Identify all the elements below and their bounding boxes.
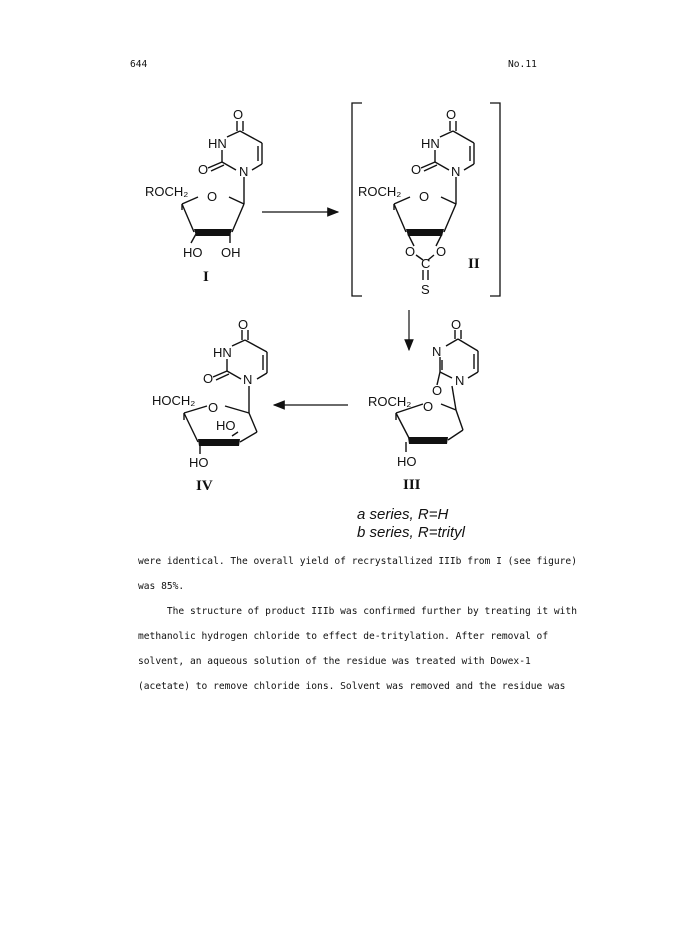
- roch2-label: ROCH₂: [358, 184, 402, 199]
- issue-number: No.11: [508, 59, 537, 70]
- compound-i-structure: [145, 107, 262, 285]
- compound-label-iii: III: [403, 477, 421, 493]
- compound-iv-structure: [152, 317, 267, 494]
- oxygen-label: O: [436, 244, 447, 259]
- oxygen-label: O: [451, 317, 462, 332]
- compound-label-i: I: [203, 269, 209, 285]
- nitrogen-label: N: [432, 344, 442, 359]
- compound-ii-structure: [358, 107, 480, 297]
- hn-label: HN: [213, 345, 232, 360]
- legend-b-series: b series, R=trityl: [357, 524, 465, 541]
- body-text-line: (acetate) to remove chloride ions. Solvent was removed and the residue was: [138, 681, 566, 692]
- body-text-line: The structure of product IIIb was confirmed further by treating it with: [138, 606, 577, 617]
- body-text-line: was 85%.: [138, 581, 185, 592]
- ring-oxygen-label: O: [419, 189, 430, 204]
- ho-label: HO: [189, 455, 209, 470]
- roch2-label: ROCH₂: [368, 394, 412, 409]
- oxygen-label: O: [446, 107, 457, 122]
- carbon-label: C: [421, 256, 431, 271]
- compound-iii-structure: [368, 317, 478, 493]
- hoch2-label: HOCH₂: [152, 393, 196, 408]
- compound-label-iv: IV: [196, 478, 213, 494]
- oxygen-label: O: [233, 107, 244, 122]
- oxygen-label: O: [203, 371, 214, 386]
- compound-label-ii: II: [468, 256, 480, 272]
- oxygen-label: O: [405, 244, 416, 259]
- oxygen-label: O: [198, 162, 209, 177]
- oxygen-label: O: [432, 383, 443, 398]
- hn-label: HN: [208, 136, 227, 151]
- ho-label: HO: [183, 245, 203, 260]
- legend-a-series: a series, R=H: [357, 506, 449, 523]
- nitrogen-label: N: [451, 164, 461, 179]
- oh-label: OH: [221, 245, 241, 260]
- oxygen-label: O: [411, 162, 422, 177]
- body-text-line: were identical. The overall yield of recrystallized IIIb from I (see figure): [138, 556, 577, 567]
- body-text-line: solvent, an aqueous solution of the residue was treated with Dowex-1: [138, 656, 531, 667]
- ring-oxygen-label: O: [423, 399, 434, 414]
- nitrogen-label: N: [455, 373, 465, 388]
- ring-oxygen-label: O: [207, 189, 218, 204]
- roch2-label: ROCH₂: [145, 184, 189, 199]
- ho-label: HO: [397, 454, 417, 469]
- ho-label: HO: [216, 418, 236, 433]
- hn-label: HN: [421, 136, 440, 151]
- nitrogen-label: N: [239, 164, 249, 179]
- oxygen-label: O: [238, 317, 249, 332]
- sulfur-label: S: [421, 282, 430, 297]
- page-number: 644: [130, 59, 148, 70]
- ring-oxygen-label: O: [208, 400, 219, 415]
- nitrogen-label: N: [243, 372, 253, 387]
- body-text-line: methanolic hydrogen chloride to effect de-tritylation. After removal of: [138, 631, 549, 642]
